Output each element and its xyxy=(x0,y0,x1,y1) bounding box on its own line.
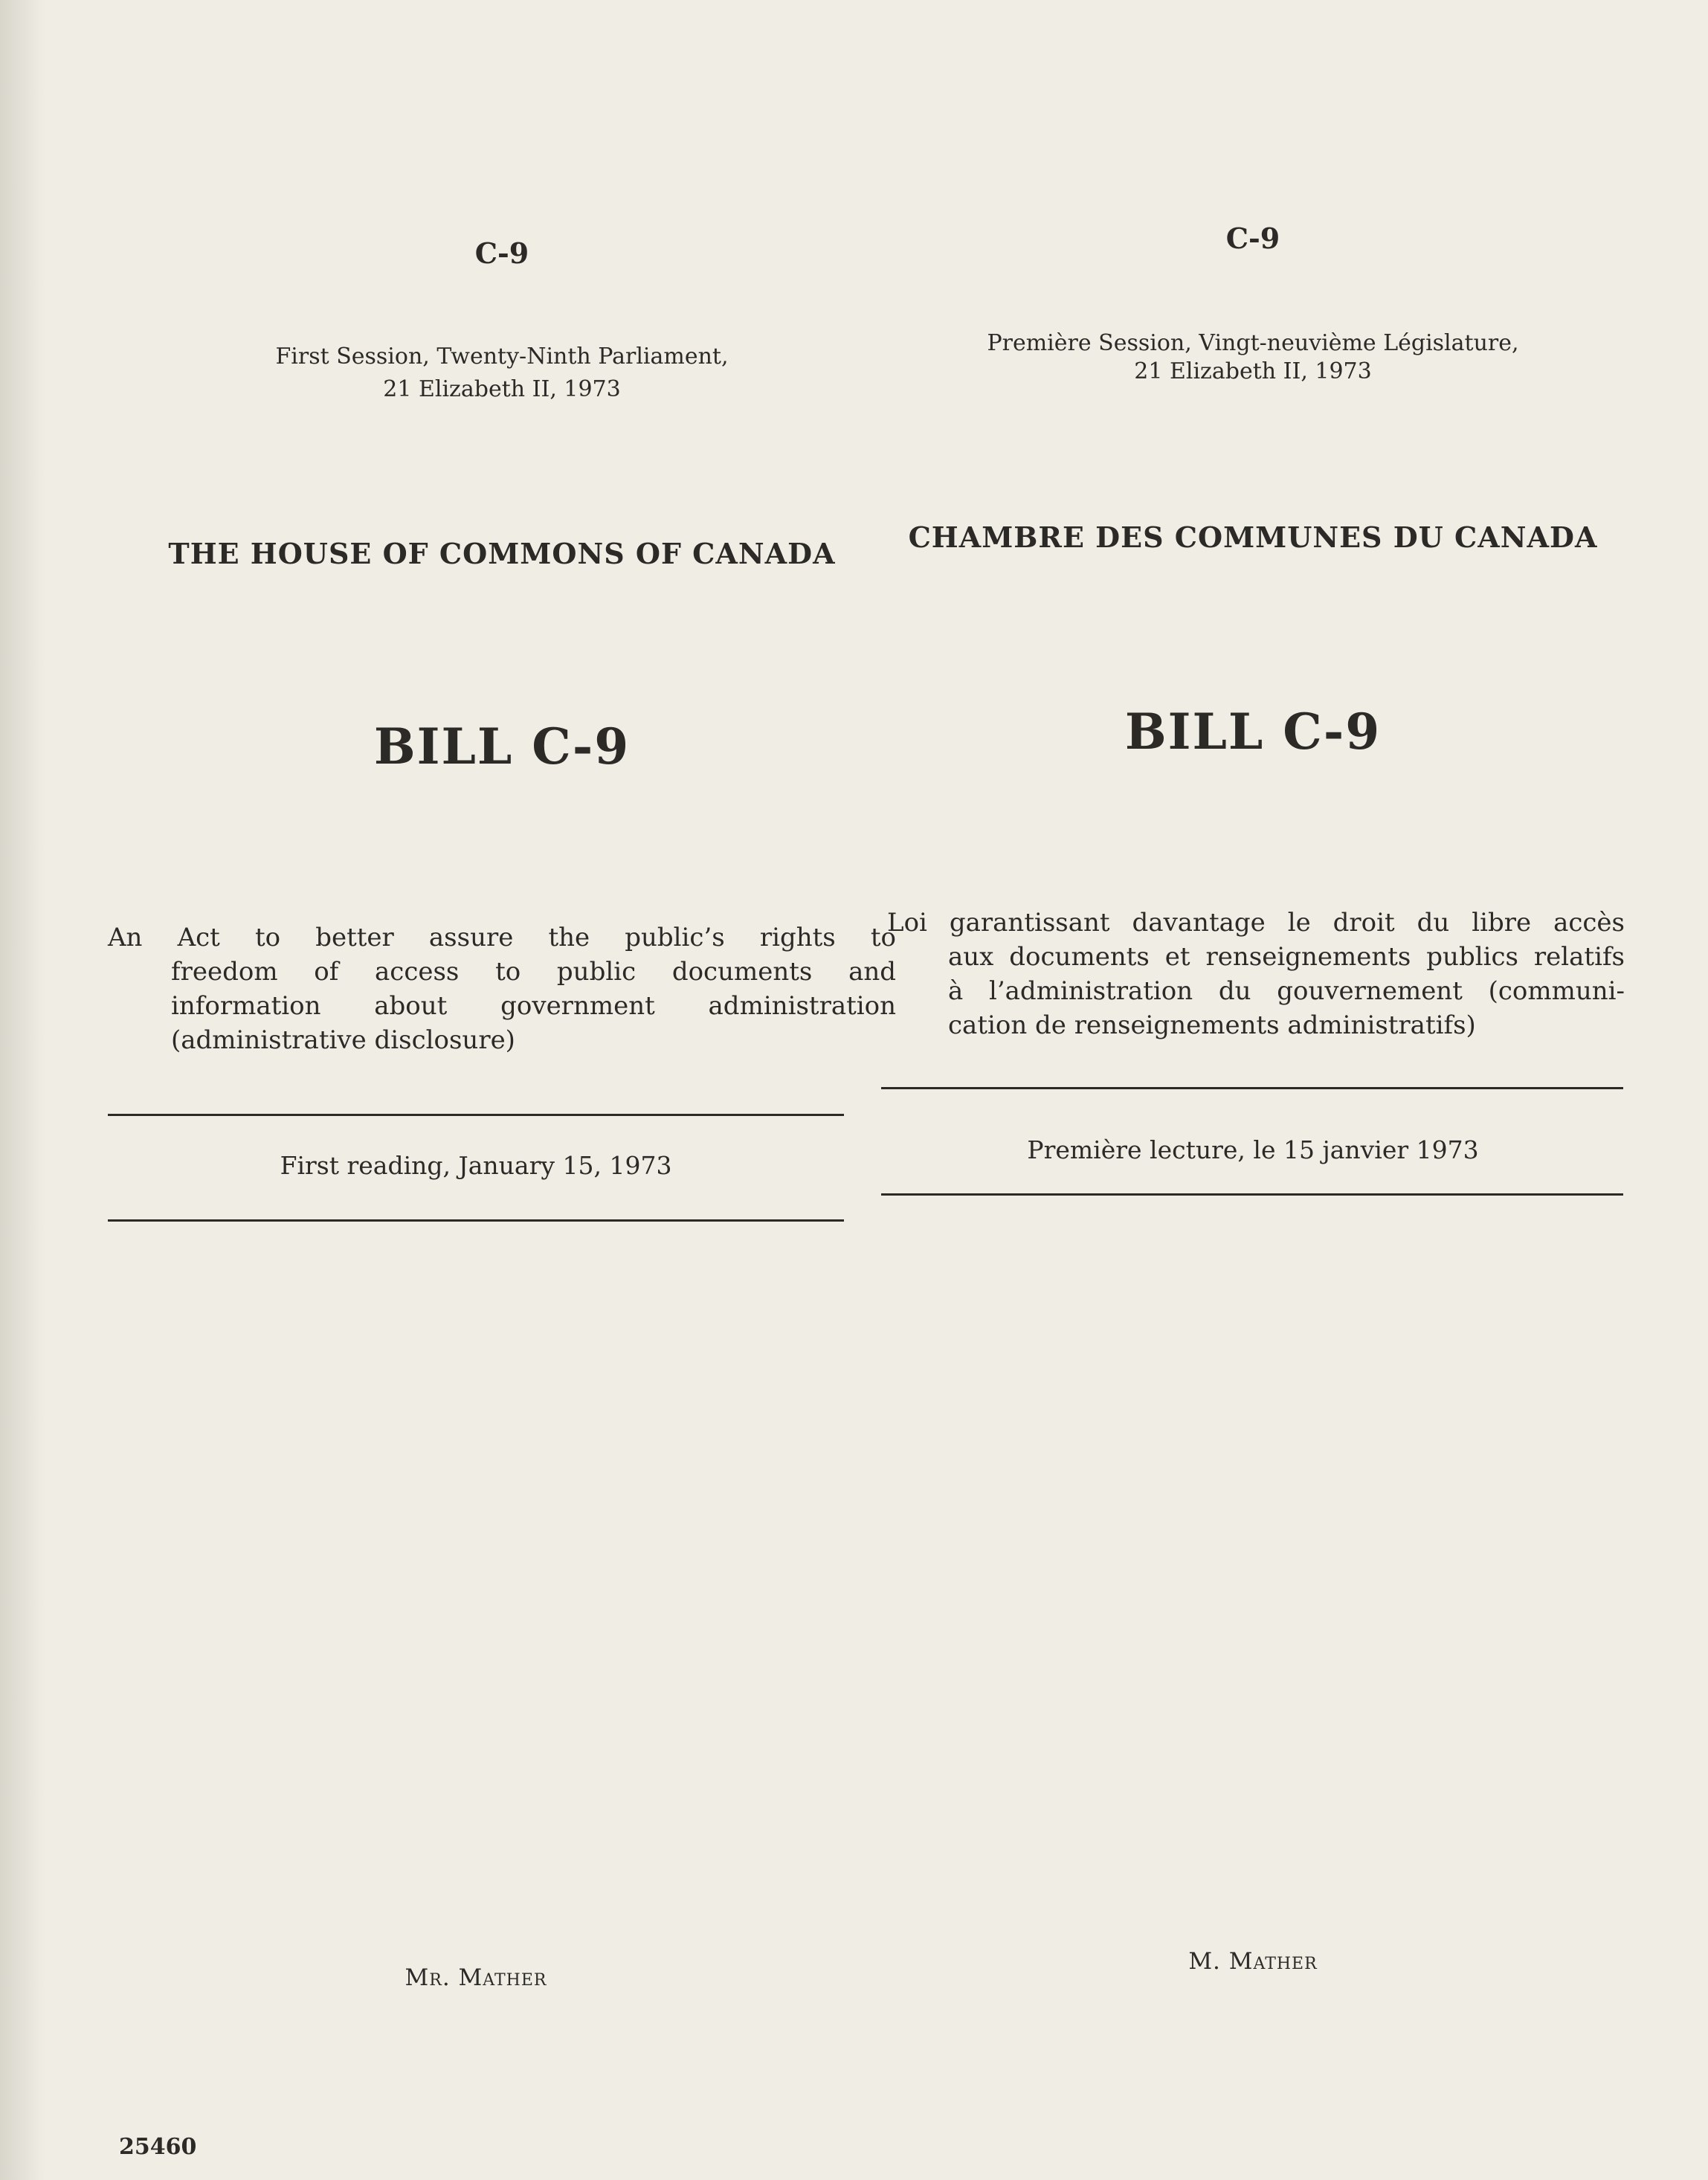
bill-code: C-9 xyxy=(1225,222,1280,255)
title-line: à l’administration du gouvernement (communi- xyxy=(948,976,1625,1006)
title-line: freedom of access to public documents and xyxy=(171,957,896,987)
first-reading: First reading, January 15, 1973 xyxy=(280,1151,672,1180)
title-line: (administrative disclosure) xyxy=(171,1025,515,1055)
title-line: An Act to better assure the public’s rights to xyxy=(108,923,896,952)
title-line: cation de renseignements administratifs) xyxy=(948,1010,1476,1040)
title-line: information about government administration xyxy=(171,991,896,1021)
rule-top xyxy=(881,1087,1623,1089)
rule-top xyxy=(108,1114,844,1116)
session-line-1: Première Session, Vingt-neuvième Législature, xyxy=(987,330,1519,356)
binding-shadow xyxy=(0,0,45,2180)
bill-heading: BILL C-9 xyxy=(1124,703,1382,761)
rule-bottom xyxy=(108,1219,844,1222)
session-line-2: 21 Elizabeth II, 1973 xyxy=(383,376,621,402)
rule-bottom xyxy=(881,1193,1623,1196)
sponsor-name: M. Mather xyxy=(1188,1948,1318,1975)
house-heading: CHAMBRE DES COMMUNES DU CANADA xyxy=(908,520,1598,554)
bill-title xyxy=(881,906,1625,1042)
title-line: aux documents et renseignements publics relatifs xyxy=(948,942,1625,972)
sponsor-name: Mr. Mather xyxy=(405,1964,547,1991)
session-line-1: First Session, Twenty-Ninth Parliament, xyxy=(275,344,729,370)
bill-title xyxy=(108,920,896,1057)
bill-heading: BILL C-9 xyxy=(373,717,631,775)
session-line-2: 21 Elizabeth II, 1973 xyxy=(1134,358,1372,384)
first-reading: Première lecture, le 15 janvier 1973 xyxy=(1027,1135,1479,1164)
title-line: Loi garantissant davantage le droit du libre accès xyxy=(887,908,1625,938)
document-number: 25460 xyxy=(119,2134,197,2160)
house-heading: THE HOUSE OF COMMONS OF CANADA xyxy=(168,537,836,570)
bill-code: C-9 xyxy=(474,236,529,270)
